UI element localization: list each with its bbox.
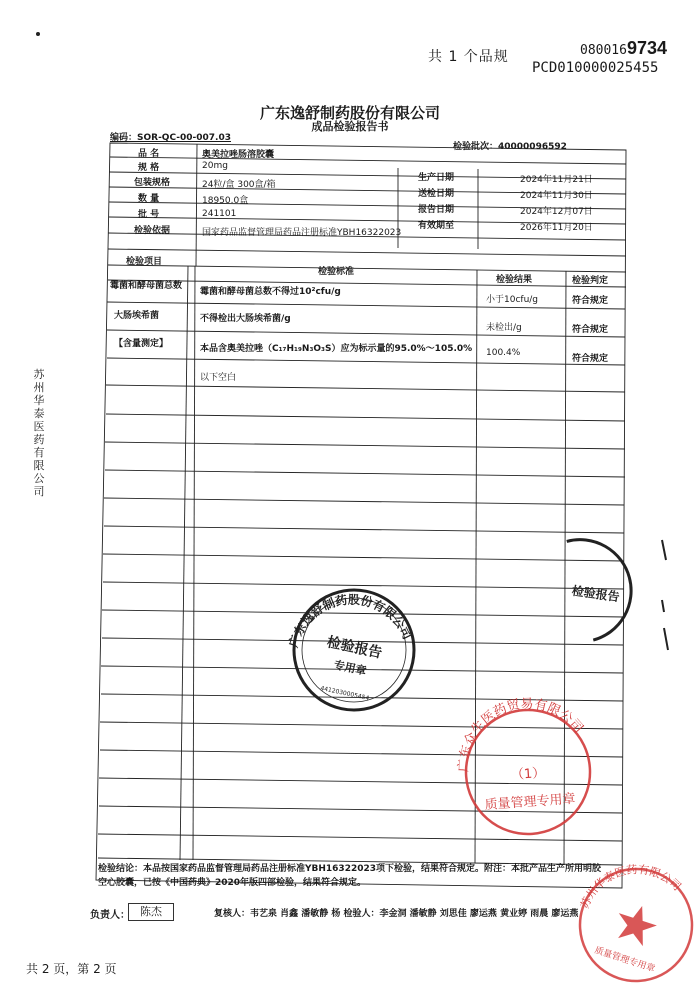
row1-item: 霉菌和酵母菌总数 [110, 281, 183, 291]
expiry-date-label: 有效期至 [418, 221, 455, 231]
lot-value: 241101 [202, 209, 237, 219]
partial-inspection-seal [554, 537, 638, 644]
row2-item: 大肠埃希菌 [114, 311, 160, 321]
company-name: 广东逸舒制药股份有限公司 [259, 104, 440, 122]
row1-result: 小于10cfu/g [486, 295, 539, 305]
row2-result: 未检出/g [486, 323, 522, 333]
responsible-signature: 陈杰 [128, 903, 174, 921]
spec-value: 20mg [202, 161, 228, 171]
col-header-item: 检验项目 [126, 257, 163, 267]
report-date-value: 2024年12月07日 [520, 207, 593, 217]
report-title: 成品检验报告书 [311, 120, 389, 133]
svg-text:检验报告: 检验报告 [570, 583, 621, 605]
row2-judgement: 符合规定 [572, 325, 609, 335]
item-count: 共 1 个品规 [428, 49, 509, 65]
side-company-name: 苏州华泰医药有限公司 [33, 368, 45, 498]
spec-label: 规 格 [138, 163, 160, 173]
send-date-label: 送检日期 [418, 189, 455, 199]
red-quality-seal [452, 693, 595, 839]
col-header-judgement: 检验判定 [572, 276, 609, 286]
corner-seal-outer-text: 苏州华泰医药有限公司 [578, 863, 684, 911]
company-seal-center-text-2: 专用章 [332, 658, 368, 678]
page-footer: 共 2 页，第 2 页 [26, 962, 117, 976]
basis-label: 检验依据 [134, 226, 171, 236]
production-date-value: 2024年11月21日 [520, 175, 593, 185]
blank-note: 以下空白 [200, 373, 237, 383]
row3-judgement: 符合规定 [572, 354, 609, 364]
product-label: 品 名 [138, 149, 160, 159]
company-seal-number: 4412030005454 [319, 684, 370, 703]
company-seal-center-text-1: 检验报告 [325, 634, 384, 662]
batch-number: 检验批次：40000096592 [453, 142, 567, 152]
serial-suffix: 9734 [626, 38, 668, 58]
red-seal-center-text-2: 质量管理专用章 [484, 791, 577, 814]
corner-seal-center-text: 质量管理专用章 [593, 945, 657, 975]
document-code: PCD010000025455 [532, 60, 659, 76]
red-seal-center-text-1: （1） [510, 765, 546, 784]
company-seal-outer-text: 广东逸舒制药股份有限公司 [286, 592, 415, 650]
responsible-label: 负责人： [90, 910, 130, 921]
production-date-label: 生产日期 [418, 173, 455, 183]
conclusion-text: 检验结论：本品按国家药品监督管理局药品注册标准YBH16322023项下检验，结果符合规定。附注：本批产品生产所用明胶空心胶囊，已按《中国药典》2020年版四部检验，结果符合规定。 [98, 864, 602, 888]
row1-standard: 霉菌和酵母菌总数不得过10²cfu/g [200, 287, 341, 297]
reviewers-text: 复核人：韦艺泉 肖鑫 潘敏静 杨 检验人：李金洞 潘敏静 刘思佳 廖运燕 黄业婷 雨晨 廖运燕 [214, 909, 579, 919]
row2-standard: 不得检出大肠埃希菌/g [200, 314, 291, 324]
pack-value: 24粒/盒 300盒/箱 [202, 180, 276, 190]
basis-value: 国家药品监督管理局药品注册标准YBH16322023 [202, 228, 402, 238]
row3-result: 100.4% [486, 348, 521, 358]
red-seal-outer-text: 广东众生医药贸易有限公司 [456, 696, 586, 773]
quantity-value: 18950.0盒 [202, 196, 249, 206]
document-number: 编码：SOR-QC-00-007.03 [110, 133, 231, 143]
row1-judgement: 符合规定 [572, 296, 609, 306]
product-value: 奥美拉唑肠溶胶囊 [202, 150, 275, 160]
expiry-date-value: 2026年11月20日 [520, 223, 593, 233]
col-header-result: 检验结果 [496, 275, 533, 285]
col-header-standard: 检验标准 [318, 267, 355, 277]
quantity-label: 数 量 [138, 194, 160, 204]
serial-prefix: 080016 [580, 43, 627, 58]
row3-standard: 本品含奥美拉唑（C₁₇H₁₉N₃O₃S）应为标示量的95.0%～105.0% [200, 344, 473, 354]
send-date-value: 2024年11月30日 [520, 191, 593, 201]
row3-item: 【含量测定】 [114, 339, 169, 349]
pack-label: 包装规格 [134, 178, 171, 188]
company-inspection-seal [275, 577, 425, 721]
lot-label: 批 号 [138, 210, 160, 220]
star-icon [611, 900, 661, 949]
report-date-label: 报告日期 [418, 205, 455, 215]
